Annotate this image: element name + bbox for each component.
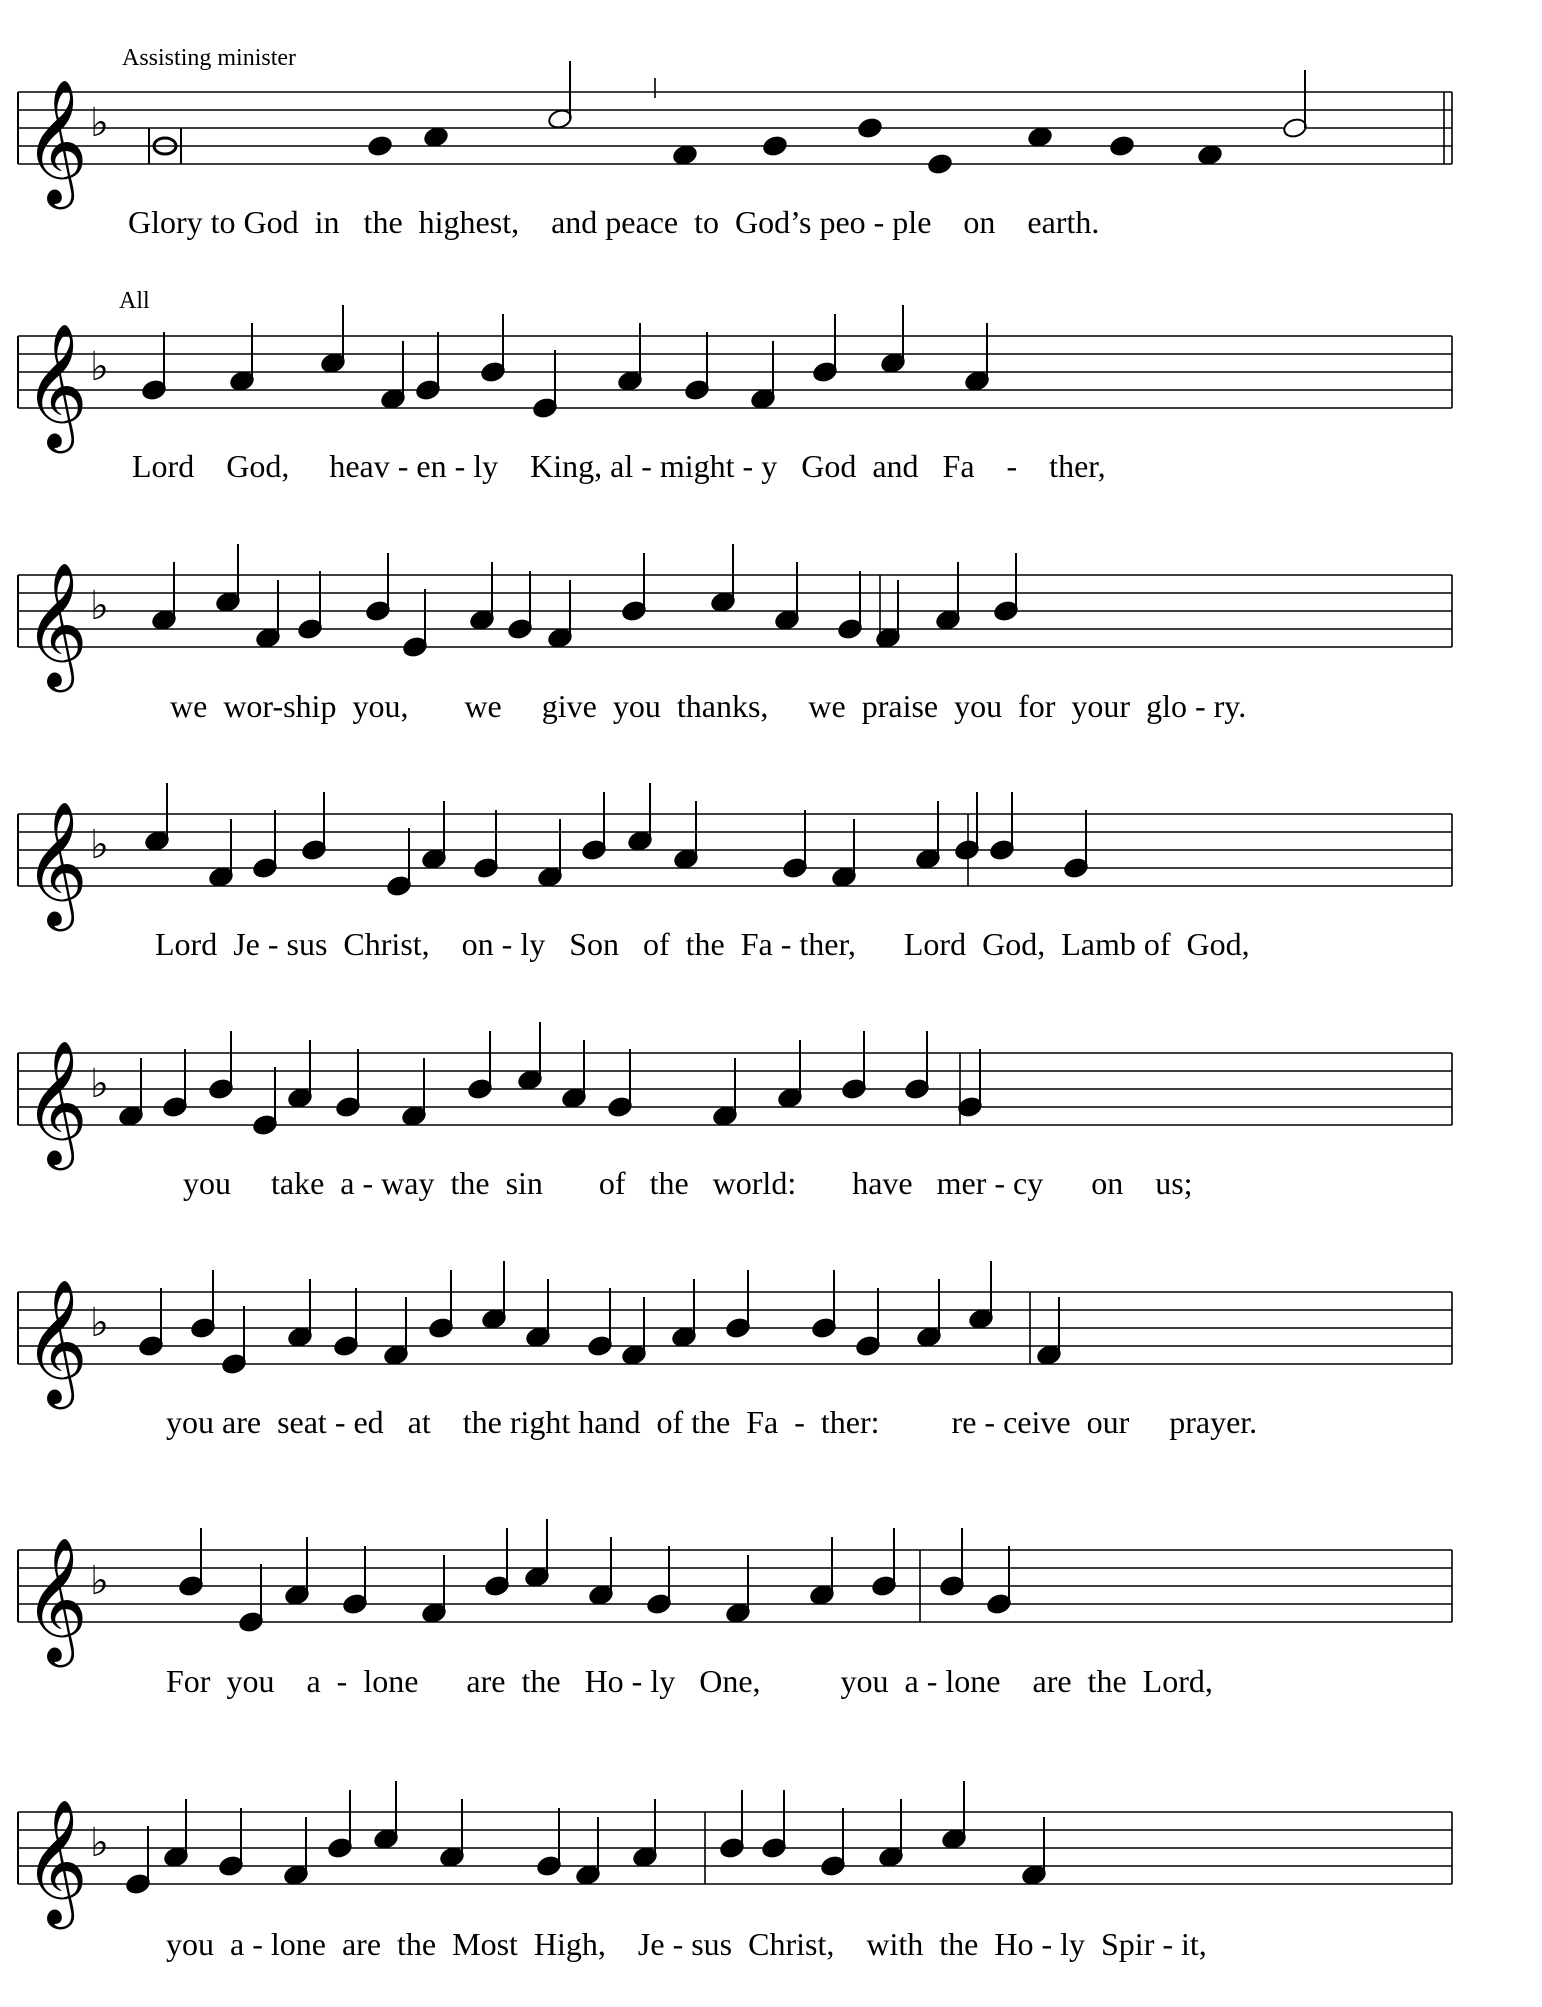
notehead: [672, 144, 698, 167]
treble-clef-icon: 𝄞: [24, 79, 88, 204]
lyric-line-2: Lord God, heav - en - ly King, al - might - y God and Fa - ther,: [132, 448, 1106, 484]
treble-clef-icon: 𝄞: [24, 1799, 88, 1924]
lyric-line-7: For you a - lone are the Ho - ly One, you a - lone are the Lord,: [166, 1663, 1213, 1699]
flat-key-signature-icon: ♭: [90, 1061, 109, 1107]
notehead: [367, 135, 393, 158]
treble-clef-icon: 𝄞: [24, 1279, 88, 1404]
flat-key-signature-icon: ♭: [90, 100, 109, 146]
treble-clef-icon: 𝄞: [24, 323, 88, 448]
lyric-line-1: Glory to God in the highest, and peace to God’s peo - ple on earth.: [128, 204, 1100, 240]
notehead: [1027, 126, 1053, 149]
performer-label-all: All: [119, 288, 150, 314]
lyric-line-8: you a - lone are the Most High, Je - sus Christ, with the Ho - ly Spir - it,: [166, 1926, 1207, 1962]
flat-key-signature-icon: ♭: [90, 583, 109, 629]
flat-key-signature-icon: ♭: [90, 822, 109, 868]
notehead: [1197, 144, 1223, 167]
treble-clef-icon: 𝄞: [24, 801, 88, 926]
treble-clef-icon: 𝄞: [24, 1040, 88, 1165]
treble-clef-icon: 𝄞: [24, 562, 88, 687]
performer-label-assisting-minister: Assisting minister: [122, 45, 297, 71]
notehead: [423, 126, 449, 149]
treble-clef-icon: 𝄞: [24, 1537, 88, 1662]
lyric-line-6: you are seat - ed at the right hand of the Fa - ther: re - ceive our prayer.: [166, 1404, 1258, 1440]
flat-key-signature-icon: ♭: [90, 344, 109, 390]
notehead: [762, 135, 788, 158]
notehead: [927, 153, 953, 176]
flat-key-signature-icon: ♭: [90, 1820, 109, 1866]
notehead: [1109, 135, 1135, 158]
flat-key-signature-icon: ♭: [90, 1558, 109, 1604]
lyric-line-4: Lord Je - sus Christ, on - ly Son of the Fa - ther, Lord God, Lamb of God,: [155, 926, 1250, 962]
flat-key-signature-icon: ♭: [90, 1300, 109, 1346]
lyric-line-5: you take a - way the sin of the world: have mer - cy on us;: [183, 1165, 1193, 1201]
lyric-line-3: we wor-ship you, we give you thanks, we praise you for your glo - ry.: [170, 688, 1247, 724]
notehead: [857, 117, 883, 140]
